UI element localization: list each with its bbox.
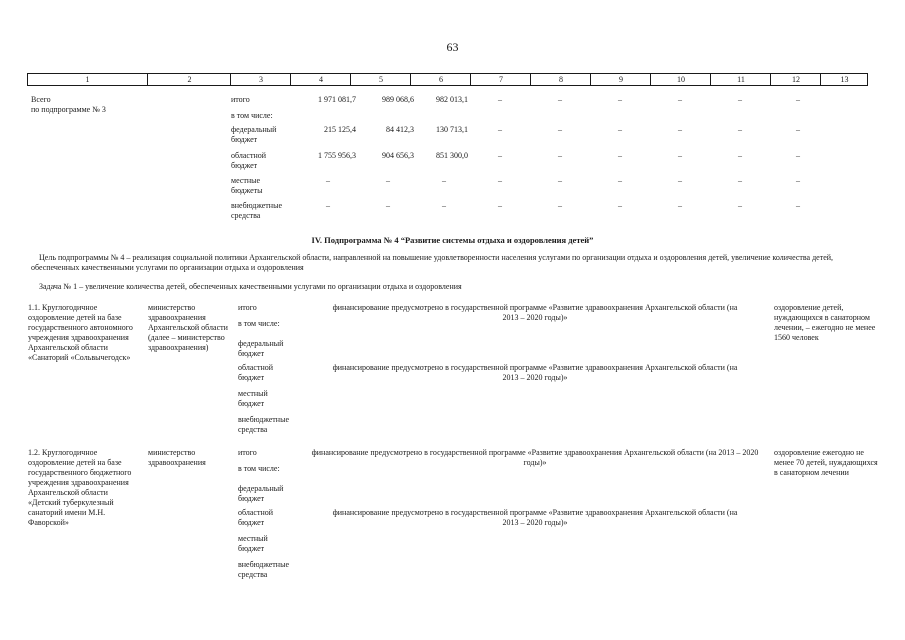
measure-name: 1.1. Круглогодичное оздоровление детей на базе государственного автономного учреждения здравоохранения Архангельской области «Санаторий «Сольвычегодск» bbox=[28, 303, 133, 362]
value-dash: – bbox=[498, 151, 502, 160]
measure-funding-source: местный бюджет bbox=[238, 389, 268, 408]
value-dash: – bbox=[738, 201, 742, 210]
value-dash: – bbox=[796, 125, 800, 134]
value-dash: – bbox=[796, 201, 800, 210]
column-header-5: 5 bbox=[350, 74, 411, 85]
goal-paragraph: Цель подпрограммы № 4 – реализация социальной политики Архангельской области, направленной на повышение удовлетворенности населения услугами по организации отдыха и оздоровления детей, увеличение количества детей, обеспеченных качественными услугами по организации отдыха и оздоровления bbox=[31, 253, 834, 272]
value-col-6: 851 300,0 bbox=[436, 151, 468, 160]
value-dash: – bbox=[618, 125, 622, 134]
column-header-8: 8 bbox=[530, 74, 591, 85]
value-col-6: – bbox=[442, 201, 446, 210]
value-dash: – bbox=[796, 95, 800, 104]
value-dash: – bbox=[558, 176, 562, 185]
measure-funding-source: областной бюджет bbox=[238, 508, 274, 527]
measure-funding-source: федеральный бюджет bbox=[238, 484, 284, 503]
column-header-11: 11 bbox=[710, 74, 771, 85]
measure-funding-source: областной бюджет bbox=[238, 363, 274, 382]
value-col-4: 1 755 956,3 bbox=[318, 151, 356, 160]
value-dash: – bbox=[738, 151, 742, 160]
section-title: IV. Подпрограмма № 4 “Развитие системы отдыха и оздоровления детей” bbox=[311, 235, 594, 245]
value-dash: – bbox=[618, 201, 622, 210]
measure-name: 1.2. Круглогодичное оздоровление детей на базе государственного бюджетного учреждения здравоохранения Архангельской области «Детский туберкулезный санаторий имени М.Н. Фаворской» bbox=[28, 448, 132, 527]
value-dash: – bbox=[498, 125, 502, 134]
financing-note: финансирование предусмотрено в государственной программе «Развитие здравоохранения Архангельской области (на 2013 – 2020 годы)» bbox=[332, 363, 738, 382]
measure-funding-source: итого bbox=[238, 303, 257, 312]
financing-note: финансирование предусмотрено в государственной программе «Развитие здравоохранения Архангельской области (на 2013 – 2020 годы)» bbox=[332, 303, 738, 322]
funding-source: местные бюджеты bbox=[231, 176, 263, 195]
funding-source: итого bbox=[231, 95, 250, 104]
column-header-7: 7 bbox=[470, 74, 531, 85]
column-header-10: 10 bbox=[650, 74, 711, 85]
value-dash: – bbox=[678, 201, 682, 210]
column-header-2: 2 bbox=[147, 74, 231, 85]
value-dash: – bbox=[498, 95, 502, 104]
value-dash: – bbox=[678, 176, 682, 185]
value-dash: – bbox=[558, 151, 562, 160]
column-header-3: 3 bbox=[230, 74, 291, 85]
value-col-5: 989 068,6 bbox=[382, 95, 414, 104]
value-dash: – bbox=[498, 201, 502, 210]
measure-funding-source: итого bbox=[238, 448, 257, 457]
measure-result: оздоровление детей, нуждающихся в санаторном лечении, – ежегодно не менее 1560 человек bbox=[774, 303, 876, 342]
value-col-6: – bbox=[442, 176, 446, 185]
column-header-6: 6 bbox=[410, 74, 471, 85]
financing-note: финансирование предусмотрено в государственной программе «Развитие здравоохранения Архангельской области (на 2013 – 2020 годы)» bbox=[311, 448, 759, 467]
value-col-4: 1 971 081,7 bbox=[318, 95, 356, 104]
value-dash: – bbox=[558, 95, 562, 104]
funding-source: федеральный бюджет bbox=[231, 125, 277, 144]
value-dash: – bbox=[618, 95, 622, 104]
column-header-13: 13 bbox=[820, 74, 868, 85]
measure-funding-source: внебюджетные средства bbox=[238, 415, 289, 434]
column-header-4: 4 bbox=[290, 74, 351, 85]
value-dash: – bbox=[738, 176, 742, 185]
measure-result: оздоровление ежегодно не менее 70 детей, нуждающихся в санаторном лечении bbox=[774, 448, 878, 477]
value-col-5: 904 656,3 bbox=[382, 151, 414, 160]
measure-funding-source: федеральный бюджет bbox=[238, 339, 284, 358]
measure-funding-source: в том числе: bbox=[238, 319, 280, 328]
value-dash: – bbox=[796, 151, 800, 160]
column-header-1: 1 bbox=[85, 75, 90, 84]
value-dash: – bbox=[618, 176, 622, 185]
value-dash: – bbox=[498, 176, 502, 185]
measure-executor: министерство здравоохранения Архангельской области (далее – министерство здравоохранения) bbox=[148, 303, 228, 352]
value-dash: – bbox=[618, 151, 622, 160]
task-paragraph: Задача № 1 – увеличение количества детей, обеспеченных качественными услугами по организации отдыха и оздоровления bbox=[39, 282, 462, 291]
value-col-6: 130 713,1 bbox=[436, 125, 468, 134]
funding-source: в том числе: bbox=[231, 111, 273, 120]
value-col-4: 215 125,4 bbox=[324, 125, 356, 134]
measure-funding-source: местный бюджет bbox=[238, 534, 268, 553]
value-dash: – bbox=[678, 95, 682, 104]
value-dash: – bbox=[678, 125, 682, 134]
funding-source: областной бюджет bbox=[231, 151, 267, 170]
value-dash: – bbox=[796, 176, 800, 185]
measure-funding-source: в том числе: bbox=[238, 464, 280, 473]
measure-executor: министерство здравоохранения bbox=[148, 448, 206, 467]
financing-note: финансирование предусмотрено в государственной программе «Развитие здравоохранения Архангельской области (на 2013 – 2020 годы)» bbox=[332, 508, 738, 527]
value-col-5: – bbox=[386, 201, 390, 210]
measure-funding-source: внебюджетные средства bbox=[238, 560, 289, 579]
value-dash: – bbox=[558, 201, 562, 210]
value-dash: – bbox=[738, 125, 742, 134]
value-col-5: – bbox=[386, 176, 390, 185]
column-header-row bbox=[27, 73, 868, 86]
value-col-4: – bbox=[326, 176, 330, 185]
value-dash: – bbox=[558, 125, 562, 134]
value-col-4: – bbox=[326, 201, 330, 210]
column-header-9: 9 bbox=[590, 74, 651, 85]
value-dash: – bbox=[678, 151, 682, 160]
funding-source: внебюджетные средства bbox=[231, 201, 282, 220]
column-header-12: 12 bbox=[770, 74, 821, 85]
value-col-6: 982 013,1 bbox=[436, 95, 468, 104]
value-dash: – bbox=[738, 95, 742, 104]
page-number: 63 bbox=[446, 40, 459, 54]
value-col-5: 84 412,3 bbox=[386, 125, 414, 134]
total-label: Всего по подпрограмме № 3 bbox=[31, 95, 106, 114]
